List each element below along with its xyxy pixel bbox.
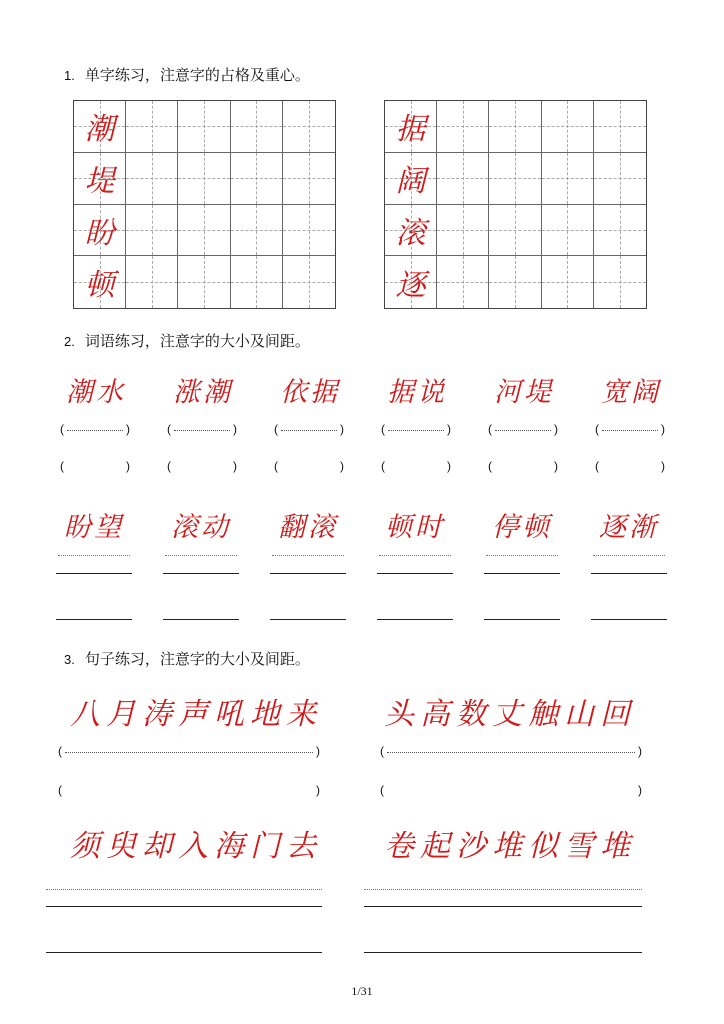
writing-line-dotted[interactable] bbox=[165, 555, 237, 556]
sentence-3: 须臾却入海门去 bbox=[70, 829, 322, 864]
writing-line-dotted[interactable] bbox=[364, 889, 642, 890]
grid-right-practice-cell[interactable] bbox=[594, 256, 646, 308]
grid-right-practice-cell[interactable] bbox=[437, 205, 489, 257]
writing-line[interactable] bbox=[56, 573, 132, 574]
grid-left-practice-cell[interactable] bbox=[231, 205, 283, 257]
grid-right-practice-cell[interactable] bbox=[489, 205, 541, 257]
sentence-1: 八月涛声吼地来 bbox=[70, 697, 322, 732]
pinyin-blank-dotted[interactable]: ( ) bbox=[274, 422, 344, 436]
grid-left-practice-cell[interactable] bbox=[178, 101, 230, 153]
grid-left-practice-cell[interactable] bbox=[126, 205, 178, 257]
grid-right-practice-cell[interactable] bbox=[437, 153, 489, 205]
grid-left-practice-cell[interactable] bbox=[126, 153, 178, 205]
writing-line[interactable] bbox=[270, 573, 346, 574]
character-grid-left bbox=[73, 100, 336, 309]
sentence-4: 卷起沙堆似雪堆 bbox=[384, 829, 636, 864]
grid-right-practice-cell[interactable] bbox=[542, 101, 594, 153]
grid-left-practice-cell[interactable] bbox=[178, 153, 230, 205]
grid-left-practice-cell[interactable] bbox=[283, 205, 335, 257]
model-character: 阔 bbox=[395, 164, 426, 200]
writing-line[interactable] bbox=[364, 952, 642, 953]
pinyin-blank-dotted[interactable]: ( ) bbox=[58, 744, 320, 758]
word-row1-item: 宽阔 bbox=[601, 377, 661, 408]
pinyin-blank-dotted[interactable]: ( ) bbox=[381, 422, 451, 436]
grid-right-practice-cell[interactable] bbox=[437, 256, 489, 308]
writing-line-dotted[interactable] bbox=[46, 889, 322, 890]
grid-left-practice-cell[interactable] bbox=[126, 101, 178, 153]
pinyin-blank[interactable]: ( ) bbox=[380, 783, 642, 797]
sentence-2: 头高数丈触山回 bbox=[384, 697, 636, 732]
pinyin-blank-dotted[interactable]: ( ) bbox=[380, 744, 642, 758]
writing-line-dotted[interactable] bbox=[486, 555, 558, 556]
grid-left-char-cell bbox=[74, 256, 126, 308]
pinyin-blank[interactable]: ( ) bbox=[58, 783, 320, 797]
grid-right-practice-cell[interactable] bbox=[594, 101, 646, 153]
word-row2-item: 滚动 bbox=[171, 512, 231, 543]
page-number: 1/31 bbox=[351, 984, 373, 998]
grid-right-practice-cell[interactable] bbox=[489, 256, 541, 308]
grid-left-char-cell bbox=[74, 153, 126, 205]
word-row1-item: 河堤 bbox=[494, 377, 554, 408]
writing-line-dotted[interactable] bbox=[379, 555, 451, 556]
writing-line[interactable] bbox=[484, 619, 560, 620]
word-row2-item: 翻滚 bbox=[278, 512, 338, 543]
writing-line[interactable] bbox=[377, 573, 453, 574]
grid-left-practice-cell[interactable] bbox=[283, 256, 335, 308]
writing-line[interactable] bbox=[377, 619, 453, 620]
word-row1-item: 涨潮 bbox=[173, 377, 233, 408]
writing-line[interactable] bbox=[46, 906, 322, 907]
grid-left-practice-cell[interactable] bbox=[231, 153, 283, 205]
model-character: 据 bbox=[395, 112, 426, 148]
writing-line[interactable] bbox=[484, 573, 560, 574]
word-row1-item: 依据 bbox=[280, 377, 340, 408]
grid-right-practice-cell[interactable] bbox=[489, 101, 541, 153]
pinyin-blank[interactable]: ( ) bbox=[167, 459, 237, 473]
grid-right-practice-cell[interactable] bbox=[542, 205, 594, 257]
writing-line-dotted[interactable] bbox=[272, 555, 344, 556]
grid-left-char-cell bbox=[74, 205, 126, 257]
writing-line[interactable] bbox=[56, 619, 132, 620]
word-row2-item: 盼望 bbox=[64, 512, 124, 543]
writing-line[interactable] bbox=[46, 952, 322, 953]
writing-line-dotted[interactable] bbox=[58, 555, 130, 556]
grid-left-practice-cell[interactable] bbox=[231, 256, 283, 308]
pinyin-blank[interactable]: ( ) bbox=[274, 459, 344, 473]
model-character: 潮 bbox=[84, 112, 115, 148]
writing-line[interactable] bbox=[591, 573, 667, 574]
writing-line[interactable] bbox=[270, 619, 346, 620]
grid-right-practice-cell[interactable] bbox=[594, 205, 646, 257]
model-character: 堤 bbox=[84, 164, 115, 200]
pinyin-blank-dotted[interactable]: ( ) bbox=[60, 422, 130, 436]
word-row2-item: 停顿 bbox=[492, 512, 552, 543]
model-character: 滚 bbox=[395, 215, 426, 251]
grid-right-practice-cell[interactable] bbox=[489, 153, 541, 205]
pinyin-blank-dotted[interactable]: ( ) bbox=[595, 422, 665, 436]
grid-right-char-cell bbox=[385, 153, 437, 205]
section-1-title: 1. 单字练习，注意字的占格及重心。 bbox=[64, 66, 310, 84]
writing-line[interactable] bbox=[163, 619, 239, 620]
section-3-title: 3. 句子练习，注意字的大小及间距。 bbox=[64, 650, 310, 668]
writing-line-dotted[interactable] bbox=[593, 555, 665, 556]
writing-line[interactable] bbox=[163, 573, 239, 574]
pinyin-blank[interactable]: ( ) bbox=[60, 459, 130, 473]
character-grid-right bbox=[384, 100, 647, 309]
grid-right-char-cell bbox=[385, 101, 437, 153]
pinyin-blank[interactable]: ( ) bbox=[595, 459, 665, 473]
grid-left-practice-cell[interactable] bbox=[178, 256, 230, 308]
grid-right-practice-cell[interactable] bbox=[542, 153, 594, 205]
grid-right-char-cell bbox=[385, 256, 437, 308]
writing-line[interactable] bbox=[364, 906, 642, 907]
word-row2-item: 顿时 bbox=[385, 512, 445, 543]
model-character: 顿 bbox=[84, 268, 115, 304]
section-2-title: 2. 词语练习，注意字的大小及间距。 bbox=[64, 332, 310, 350]
pinyin-blank-dotted[interactable]: ( ) bbox=[167, 422, 237, 436]
grid-left-practice-cell[interactable] bbox=[283, 101, 335, 153]
word-row2-item: 逐渐 bbox=[599, 512, 659, 543]
grid-right-practice-cell[interactable] bbox=[437, 101, 489, 153]
grid-left-char-cell bbox=[74, 101, 126, 153]
writing-line[interactable] bbox=[591, 619, 667, 620]
pinyin-blank-dotted[interactable]: ( ) bbox=[488, 422, 558, 436]
grid-right-practice-cell[interactable] bbox=[542, 256, 594, 308]
word-row1-item: 据说 bbox=[387, 377, 447, 408]
grid-left-practice-cell[interactable] bbox=[126, 256, 178, 308]
grid-left-practice-cell[interactable] bbox=[178, 205, 230, 257]
model-character: 盼 bbox=[84, 215, 115, 251]
pinyin-blank[interactable]: ( ) bbox=[488, 459, 558, 473]
grid-left-practice-cell[interactable] bbox=[231, 101, 283, 153]
grid-right-practice-cell[interactable] bbox=[594, 153, 646, 205]
model-character: 逐 bbox=[395, 268, 426, 304]
word-row1-item: 潮水 bbox=[66, 377, 126, 408]
grid-left-practice-cell[interactable] bbox=[283, 153, 335, 205]
grid-right-char-cell bbox=[385, 205, 437, 257]
pinyin-blank[interactable]: ( ) bbox=[381, 459, 451, 473]
